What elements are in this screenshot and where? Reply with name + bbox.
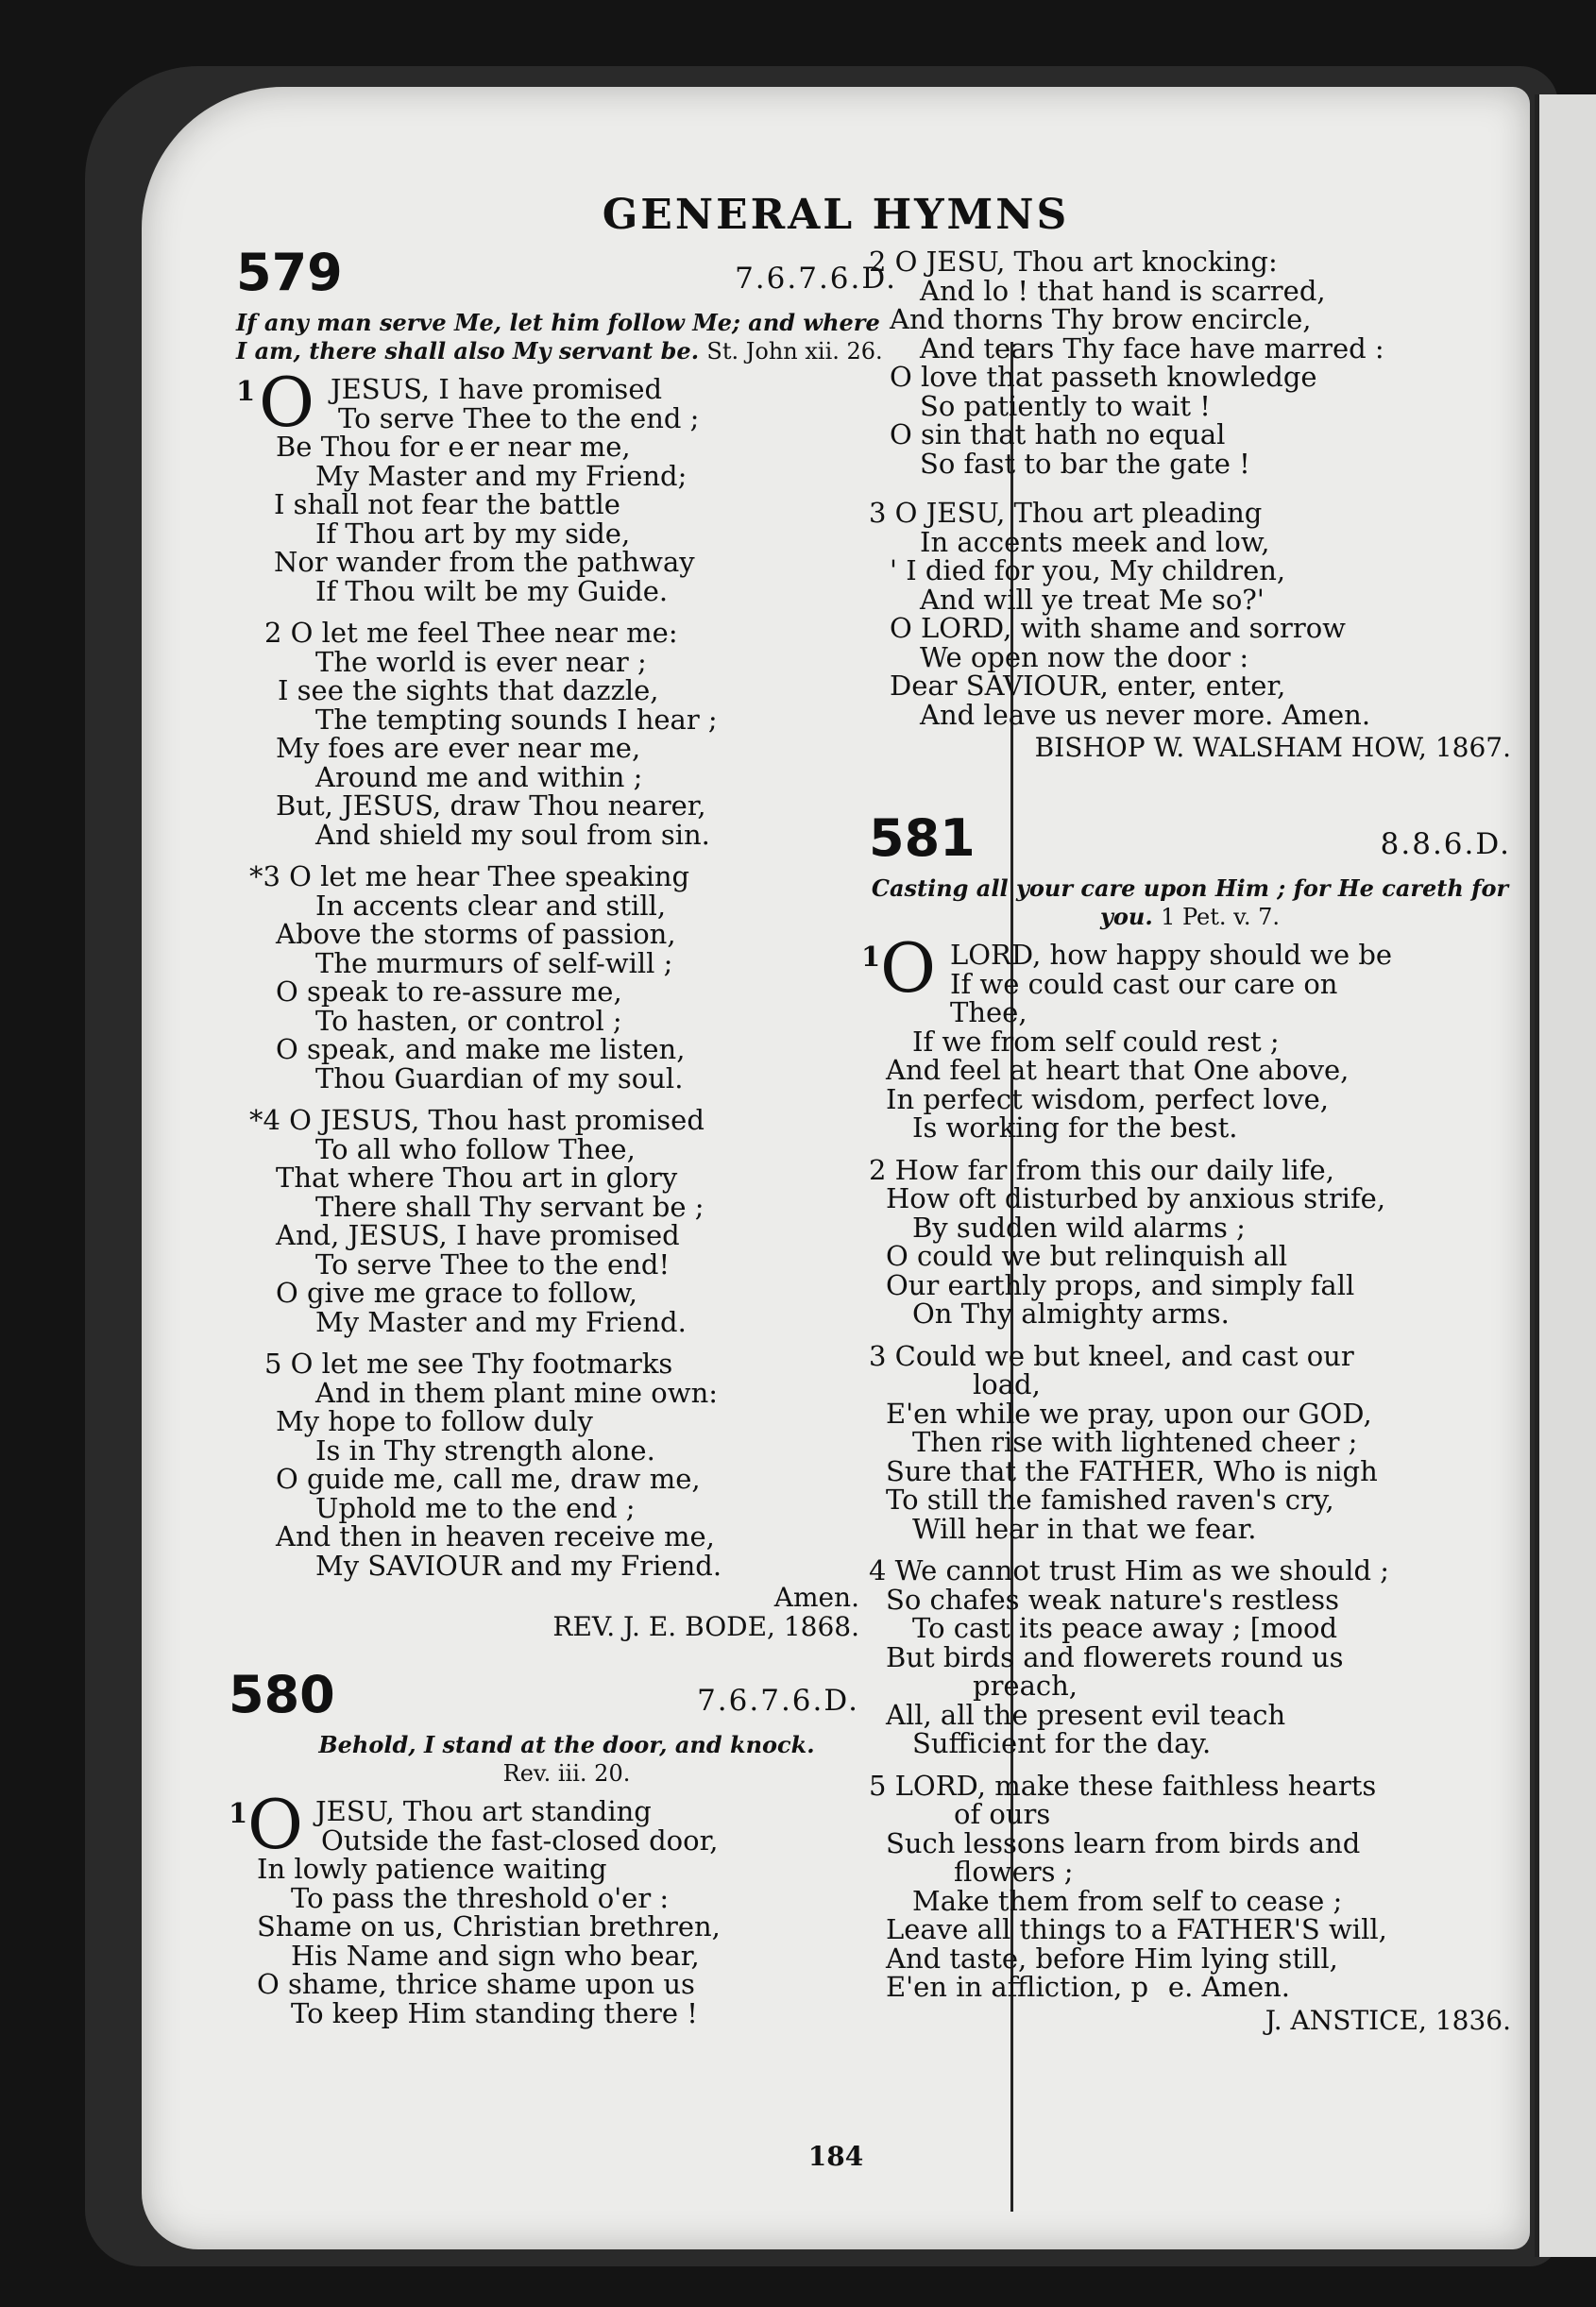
verse-line: 4 We cannot trust Him as we should ; [869,1554,1390,1586]
verse-line: To pass the threshold o'er : [291,1881,670,1914]
verse-line: Is in Thy strength alone. [315,1433,655,1467]
verse-line: I see the sights that dazzle, [278,674,659,706]
verse-3 [869,499,1511,729]
verse-line: And thorns Thy brow encircle, [890,303,1312,335]
page-header: GENERAL HYMNS [602,191,1070,239]
verse-line: E'en in affliction, p e. Amen. [886,1971,1291,2003]
verse-line: Be Thou for e er near me, [276,431,631,463]
verse-line: 5 LORD, make these faithless hearts [869,1769,1377,1802]
verse-line: To hasten, or control ; [315,1004,622,1037]
verse-line: O give me grace to follow, [276,1277,637,1309]
verse-line: 2 O let me feel Thee near me: [264,617,678,649]
hymn-meter: 7.6.7.6.D. [735,262,897,296]
epigraph-ref: 1 Pet. v. 7. [1161,904,1281,930]
verse-line: To all who follow Thee, [315,1132,636,1165]
verse-line: There shall Thy servant be ; [315,1190,705,1223]
verse-line: LORD, how happy should we be [950,939,1393,971]
verse-line: 2 How far from this our daily life, [869,1153,1334,1186]
verse-line: How oft disturbed by anxious strife, [886,1182,1386,1214]
drop-cap: O [247,1785,304,1864]
verse-line: And taste, before Him lying still, [886,1942,1338,1975]
verse-line: To keep Him standing there ! [291,1996,698,2029]
verse-line: Around me and within ; [315,760,643,793]
verse-line: And feel at heart that One above, [886,1054,1350,1086]
epigraph-text: Behold, I stand at the door, and knock. [318,1731,815,1758]
verse-line: Then rise with lightened cheer ; [912,1426,1358,1458]
hymn-581 [861,808,1511,2036]
verse-line: Outside the fast-closed door, [321,1824,719,1857]
verse-line: And then in heaven receive me, [276,1520,715,1552]
hymn-580-heading [229,1665,897,1739]
verse-line: Such lessons learn from birds and [886,1826,1361,1859]
verse-line: If Thou wilt be my Guide. [315,574,669,607]
verse-line: Dear SAVIOUR, enter, enter, [890,670,1286,702]
verse-line: O LORD, with shame and sorrow [890,612,1346,644]
verse-line: To still the famished raven's cry, [886,1484,1334,1516]
verse-line: And, JESUS, I have promised [276,1219,680,1251]
verse-line: O speak to re-assure me, [276,975,622,1008]
verse-line: O sin that hath no equal [890,418,1226,450]
right-column [861,246,1511,2036]
verse-line: Leave all things to a FATHER'S will, [886,1913,1387,1945]
hymn-579-heading [236,243,897,316]
hymn-number: 580 [229,1665,335,1724]
verse-1 [236,363,897,607]
verse-1 [861,928,1511,1144]
verse-line: But, JESUS, draw Thou nearer, [276,789,706,822]
page-number: 184 [807,2141,864,2172]
verse-4 [869,1556,1511,1758]
verse-3 [236,862,897,1093]
verse-line: O could we but relinquish all [886,1240,1288,1272]
verse-line: In accents clear and still, [315,889,667,922]
verse-line: Uphold me to the end ; [315,1491,636,1524]
verse-line: And leave us never more. Amen. [920,698,1371,731]
verse-line: O shame, thrice shame upon us [257,1968,695,2000]
verse-line: And in them plant mine own: [315,1376,719,1409]
verse-line: Thee, [950,996,1027,1028]
verse-2 [236,619,897,849]
verse-line: preach, [973,1670,1078,1702]
verse-line: 3 O JESU, Thou art pleading [869,497,1263,529]
verse-line: Sure that the FATHER, Who is nigh [886,1454,1378,1487]
verse-line: Above the storms of passion, [276,918,676,950]
verse-line: of ours [954,1798,1051,1830]
verse-line: Sufficient for the day. [912,1727,1212,1759]
hymnal-page [142,87,1530,2249]
verse-line: So patiently to wait ! [920,389,1211,422]
verse-line: But birds and flowerets round us [886,1640,1344,1673]
verse-number: 1 [861,941,881,973]
hymn-epigraph [236,1731,897,1788]
verse-line: And lo ! that hand is scarred, [920,274,1326,307]
verse-4 [236,1106,897,1336]
drop-cap: O [259,363,315,442]
hymn-number: 579 [236,243,343,302]
verse-line: And tears Thy face have marred : [920,331,1384,365]
amen: Amen. [773,1582,859,1613]
verse-line: 5 O let me see Thy footmarks [264,1348,673,1380]
verse-line: His Name and sign who bear, [291,1939,700,1972]
verse-line: By sudden wild alarms ; [912,1211,1246,1244]
hymn-581-heading [869,808,1511,882]
verse-line: In lowly patience waiting [257,1853,607,1885]
verse-line: The tempting sounds I hear ; [315,703,718,736]
hymn-meter: 7.6.7.6.D. [697,1684,859,1718]
verse-line: In accents meek and low, [920,525,1270,558]
verse-line: flowers ; [954,1856,1074,1888]
verse-line: I shall not fear the battle [274,488,620,520]
epigraph-ref: St. John xii. 26. [706,338,883,365]
verse-line: O speak, and make me listen, [276,1033,686,1065]
verse-line: On Thy almighty arms. [912,1298,1230,1330]
left-column [229,243,897,2041]
hymn-epigraph [236,309,897,365]
verse-line: 3 Could we but kneel, and cast our [869,1339,1354,1372]
epigraph-text: If any man serve Me, let him follow Me; and where I am, there shall also My servant be. [236,309,880,365]
drop-cap: O [880,928,937,1008]
verse-line: Our earthly props, and simply fall [886,1268,1355,1301]
verse-line: If we from self could rest ; [912,1025,1280,1058]
verse-line: My Master and my Friend; [315,459,688,492]
verse-line: E'en while we pray, upon our GOD, [886,1397,1372,1430]
verse-line: The world is ever near ; [315,645,647,678]
verse-line: All, all the present evil teach [886,1698,1286,1731]
verse-line: *3 O let me hear Thee speaking [249,860,690,892]
verse-line: To cast its peace away ; [mood [912,1612,1338,1644]
verse-line: Is working for the best. [912,1111,1238,1144]
verse-2 [869,1153,1511,1330]
verse-3 [869,1339,1511,1545]
verse-line: To serve Thee to the end! [315,1247,671,1281]
verse-line: O guide me, call me, draw me, [276,1463,701,1495]
verse-line: Shame on us, Christian brethren, [257,1910,721,1942]
hymn-number: 581 [869,808,976,868]
verse-line: 2 O JESU, Thou art knocking: [869,246,1278,278]
verse-line: The murmurs of self-will ; [315,946,673,979]
verse-line: JESU, Thou art standing [315,1795,652,1827]
verse-5 [236,1349,897,1580]
verse-line: JESUS, I have promised [331,373,663,405]
verse-line: My Master and my Friend. [315,1305,687,1338]
verse-line: Make them from self to cease ; [912,1884,1343,1917]
hymn-meter: 8.8.6.D. [1380,827,1511,861]
verse-line: My hope to follow duly [276,1405,593,1437]
verse-1 [229,1785,897,2029]
hymn-author: J. ANSTICE, 1836. [1265,2004,1511,2036]
hymn-author: BISHOP W. WALSHAM HOW, 1867. [1034,732,1511,763]
verse-line: And shield my soul from sin. [315,818,710,851]
verse-line: We open now the door : [920,640,1249,673]
verse-line: If Thou art by my side, [315,517,631,550]
verse-5 [869,1769,1511,2003]
verse-line: In perfect wisdom, perfect love, [886,1082,1329,1115]
epigraph-text: Casting all your care upon Him ; for He careth for you. [871,874,1509,930]
verse-line: Thou Guardian of my soul. [315,1061,684,1094]
verse-line: Nor wander from the pathway [274,546,695,578]
verse-line: So chafes weak nature's restless [886,1583,1339,1616]
hymn-579 [236,243,897,1642]
hymn-epigraph [869,874,1511,931]
hymn-580 [229,1665,897,2029]
verse-line: *4 O JESUS, Thou hast promised [249,1104,705,1136]
verse-line: So fast to bar the gate ! [920,447,1250,480]
facing-page-edge [1537,94,1596,2257]
verse-line: And will ye treat Me so?' [920,583,1265,616]
verse-number: 1 [236,375,256,407]
verse-line: That where Thou art in glory [276,1162,678,1194]
verse-2 [869,247,1511,478]
verse-line: load, [973,1368,1041,1400]
verse-line: My SAVIOUR and my Friend. [315,1549,722,1582]
verse-line: To serve Thee to the end ; [338,401,700,434]
verse-line: ' I died for you, My children, [890,554,1286,586]
hymn-author: REV. J. E. BODE, 1868. [552,1611,859,1642]
verse-line: If we could cast our care on [950,967,1338,1000]
verse-line: O love that passeth knowledge [890,361,1317,393]
page-gutter-line [1535,94,1539,2257]
epigraph-ref: Rev. iii. 20. [502,1760,631,1787]
verse-number: 1 [229,1797,248,1829]
verse-line: Will hear in that we fear. [912,1512,1257,1545]
verse-line: My foes are ever near me, [276,732,641,764]
